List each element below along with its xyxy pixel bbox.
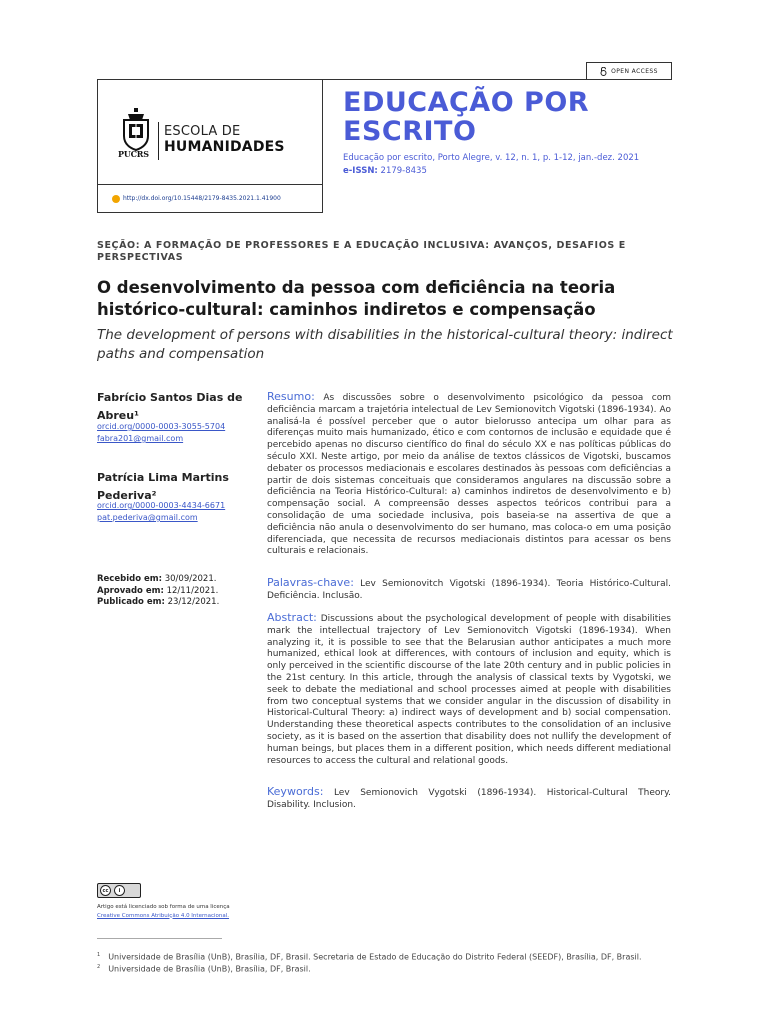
- keywords-label: Keywords:: [267, 785, 324, 798]
- footnote-mark: 1: [97, 952, 101, 958]
- resumo-text: As discussões sobre o desenvolvimento psicológico da pessoa com deficiência marcam a trajetória intelectual de Lev Semionovitch Vigotski (1896-1934). Ao analisá-la é possível perceber que o autor bielorusso antecipa um olhar para as diferenças muito mais humanizado, ético e com contornos de inclusão e equidade que é percebido apenas no discurso científico do final do século XX e nas políticas públicas do século XXI. Neste artigo, por meio da análise de textos clássicos de Vigotski, buscamos debater os processos mediacionais e escolares destinados às pessoas com deficiências a partir de dois sistemas conceituais que consideramos angulares na discussão sobre a deficiência na Teoria Histórico-Cultural: a) caminhos indiretos de desenvolvimento e b) compensação social. A compreensão desses aspectos teóricos contribui para a consolidação de uma sociedade inclusiva, pois baseia-se na assertiva de que a deficiência não anula o desenvolvimento do ser humano, mas coloca-o em uma posição diferenciada, que necessita de recursos mediacionais distintos para acessar os bens culturais e relacionais.: [267, 393, 671, 557]
- palavras-chave-label: Palavras-chave:: [267, 576, 354, 589]
- palavras-chave-paragraph: [267, 577, 671, 603]
- doi-icon: [112, 195, 120, 203]
- attribution-icon: i: [114, 885, 125, 896]
- doi-panel: [97, 185, 323, 213]
- license-text: [97, 903, 230, 920]
- school-name-line2: HUMANIDADES: [164, 139, 285, 155]
- resumo-label: Resumo:: [267, 390, 315, 403]
- logo-divider: [158, 122, 159, 160]
- school-name-line1: ESCOLA DE: [164, 124, 241, 139]
- footnote-text: Universidade de Brasília (UnB), Brasília, DF, Brasil.: [108, 964, 311, 974]
- cc-icon: cc: [100, 885, 111, 896]
- footnote-rule: [97, 938, 222, 939]
- cc-license-badge[interactable]: [97, 883, 141, 898]
- footnote-text: Universidade de Brasília (UnB), Brasília, DF, Brasil. Secretaria de Estado de Educação do Distrito Federal (SEEDF), Brasília, DF, Brasil.: [108, 952, 642, 962]
- keywords-text: Lev Semionovich Vygotski (1896-1934). Historical-Cultural Theory. Disability. Inclusion.: [267, 788, 671, 810]
- approved-date: Aprovado em: 12/11/2021.: [97, 585, 219, 596]
- author-email-link[interactable]: pat.pederiva@gmail.com: [97, 513, 198, 522]
- abstract-paragraph: [267, 612, 671, 767]
- doi-link[interactable]: http://dx.doi.org/10.15448/2179-8435.2021.1.41900: [123, 195, 281, 202]
- article-title-pt: O desenvolvimento da pessoa com deficiência na teoria histórico-cultural: caminhos indiretos e compensação: [97, 278, 616, 319]
- open-access-badge: [586, 62, 672, 80]
- journal-title: EDUCAÇÃO POR ESCRITO: [343, 87, 590, 147]
- published-date: Publicado em: 23/12/2021.: [97, 597, 220, 607]
- palavras-chave-text: Lev Semionovitch Vigotski (1896-1934). Teoria Histórico-Cultural. Deficiência. Inclusão.: [267, 579, 671, 601]
- journal-reference: Educação por escrito, Porto Alegre, v. 12, n. 1, p. 1-12, jan.-dez. 2021: [343, 153, 640, 163]
- footnote: [97, 962, 311, 975]
- issn-value: 2179-8435: [380, 166, 427, 176]
- license-line: Artigo está licenciado sob forma de uma licença: [97, 904, 230, 910]
- received-date: Recebido em: 30/09/2021.: [97, 574, 217, 584]
- open-lock-icon: [600, 67, 607, 76]
- author-orcid-link[interactable]: orcid.org/0000-0003-4434-6671: [97, 501, 226, 510]
- author-email-link[interactable]: fabra201@gmail.com: [97, 434, 184, 443]
- author-name: Patrícia Lima Martins Pederiva²: [97, 471, 229, 502]
- article-title-en: The development of persons with disabilities in the historical-cultural theory: indirect paths and compensation: [97, 327, 673, 362]
- abstract-text: Discussions about the psychological development of people with disabilities mark the intellectual trajectory of Lev Semionovitch Vigotski (1896-1934). When analyzing it, it is possible to see that the Belarusian author anticipates a much more humanized, ethical look at differences, with contours of inclusion and equity, which is only perceived in the scientific discourse of the late 20th century and in public policies in the 21st century. In this article, through the analysis of classical texts by Vygotski, we seek to debate the mediational and school processes aimed at people with disabilities from two conceptual systems that we consider angular in the discussion of disability in Historical-Cultural Theory: a) indirect ways of development and b) social compensation. Understanding these theoretical aspects contributes to the consolidation of an inclusive society, as it is based on the assertion that disability does not nullify the development of human beings, but places them in a different position, which needs different mediational resources to access the cultural and relational goods.: [267, 614, 671, 766]
- issn-label: e-ISSN:: [343, 166, 378, 176]
- license-link[interactable]: Creative Commons Atribuição 4.0 Internacional.: [97, 912, 230, 919]
- abstract-label: Abstract:: [267, 611, 317, 624]
- issn: [343, 166, 427, 176]
- publication-dates: [97, 574, 219, 609]
- keywords-paragraph: [267, 786, 671, 812]
- author-name: Fabrício Santos Dias de Abreu¹: [97, 391, 243, 422]
- pucrs-wordmark: PUCRS: [118, 149, 149, 159]
- footnote-mark: 2: [97, 964, 101, 970]
- footnote: [97, 950, 642, 963]
- resumo-paragraph: [267, 391, 671, 558]
- open-access-label: OPEN ACCESS: [611, 67, 658, 75]
- author-orcid-link[interactable]: orcid.org/0000-0003-3055-5704: [97, 422, 226, 431]
- section-heading: SEÇÃO: A FORMAÇÃO DE PROFESSORES E A EDUCAÇÃO INCLUSIVA: AVANÇOS, DESAFIOS E PERSPECTIVAS: [97, 240, 626, 263]
